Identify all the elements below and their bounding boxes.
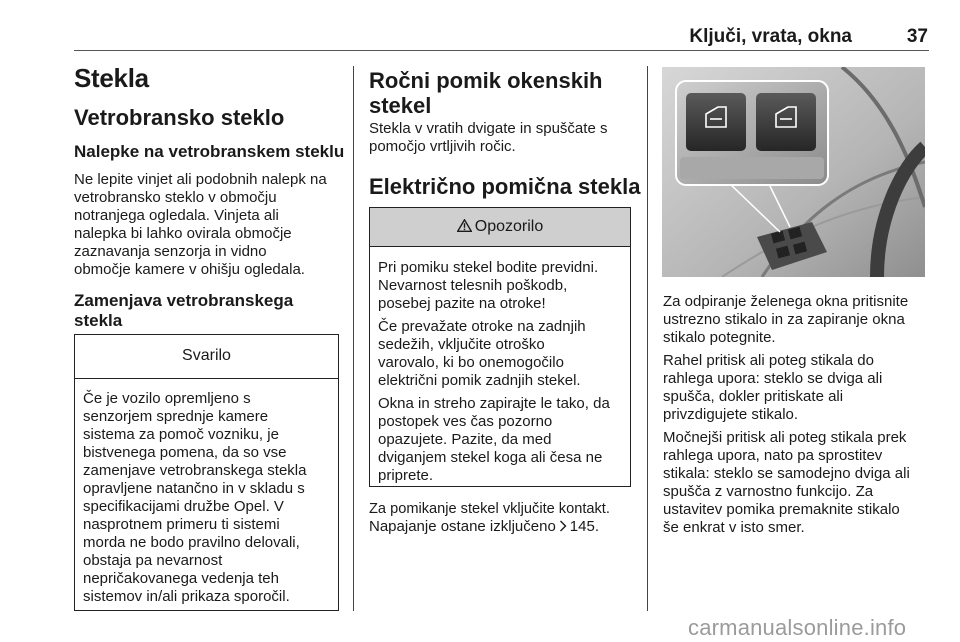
warning-triangle-icon [457,219,472,232]
watermark-text: carmanualsonline.info [688,615,907,640]
column-divider [353,66,354,611]
paragraph-stickers: Ne lepite vinjet ali podobnih nalepk na vetrobransko steklo v območju notranjega ogledala. Vinjeta ali nalepka bi lahko ovirala območje zaznavanja senzorja in vidno območje kamere v ohišju ogledala. [74,171,327,278]
header-rule [74,50,929,51]
warning-box [74,334,339,611]
warning-box-title: Svarilo [75,335,338,379]
subsection-title: Vetrobransko steklo [74,105,285,130]
heading-stickers: Nalepke na vetrobranskem steklu [74,142,345,161]
column-divider [647,66,648,611]
paragraph-manual-windows: Stekla v vratih dvigate in spuščate s pomočjo vrtljivih ročic. [369,120,608,155]
warning-box-text: Če je vozilo opremljeno s senzorjem sprednje kamere sistema za pomoč vozniku, je bistvenega pomena, da so vse zamenjave vetrobranskega stekla opravljene natančno in v skladu s specifikacijami družbe Opel. V nasprotnem primeru ti sistemi morda ne bodo pravilno delovali, obstaja pa nevarnost nepričakovanega vedenja teh sistemov in/ali prikaza sporočil. [83,390,307,605]
paragraph-operation: Za odpiranje želenega okna pritisnite ustrezno stikalo in za zapiranje okna stikalo potegnite. Rahel pritisk ali poteg stikala do rahlega upora: steklo se dviga ali spušča, dokler pritiskate ali privzdigujete stikalo. Močnejši pritisk ali poteg stikala prek rahlega upora, nato pa sprostitev stikala: steklo se samodejno dviga ali spušča z varnostno funkcijo. Za ustavitev pomika premaknite stikalo še enkrat v isto smer. [663,293,910,536]
window-switch-icon [662,67,925,277]
heading-replacement: Zamenjava vetrobranskega stekla [74,291,294,330]
caution-box [369,207,631,487]
running-header-title: Ključi, vrata, okna [689,26,852,47]
paragraph-ignition: Za pomikanje stekel vključite kontakt. Napajanje ostane izključeno 145. [369,501,610,535]
heading-electric-windows: Električno pomična stekla [369,174,641,199]
page-reference-arrow-icon [559,520,567,532]
heading-manual-windows: Ročni pomik okenskih stekel [369,68,603,118]
caution-box-title: Opozorilo [370,208,630,247]
page-number: 37 [906,26,928,47]
section-title: Stekla [74,63,149,93]
caution-box-text: Pri pomiku stekel bodite previdni. Nevarnost telesnih poškodb, posebej pazite na otroke! Če prevažate otroke na zadnjih sedežih, vključite otroško varovalo, ki bo onemogočilo električni pomik zadnjih stekel. Okna in streho zapirajte le tako, da postopek ves čas pozorno opazujete. Pazite, da med dviganjem stekel koga ali česa ne priprete. [378,259,610,484]
window-switch-photo [662,67,925,277]
